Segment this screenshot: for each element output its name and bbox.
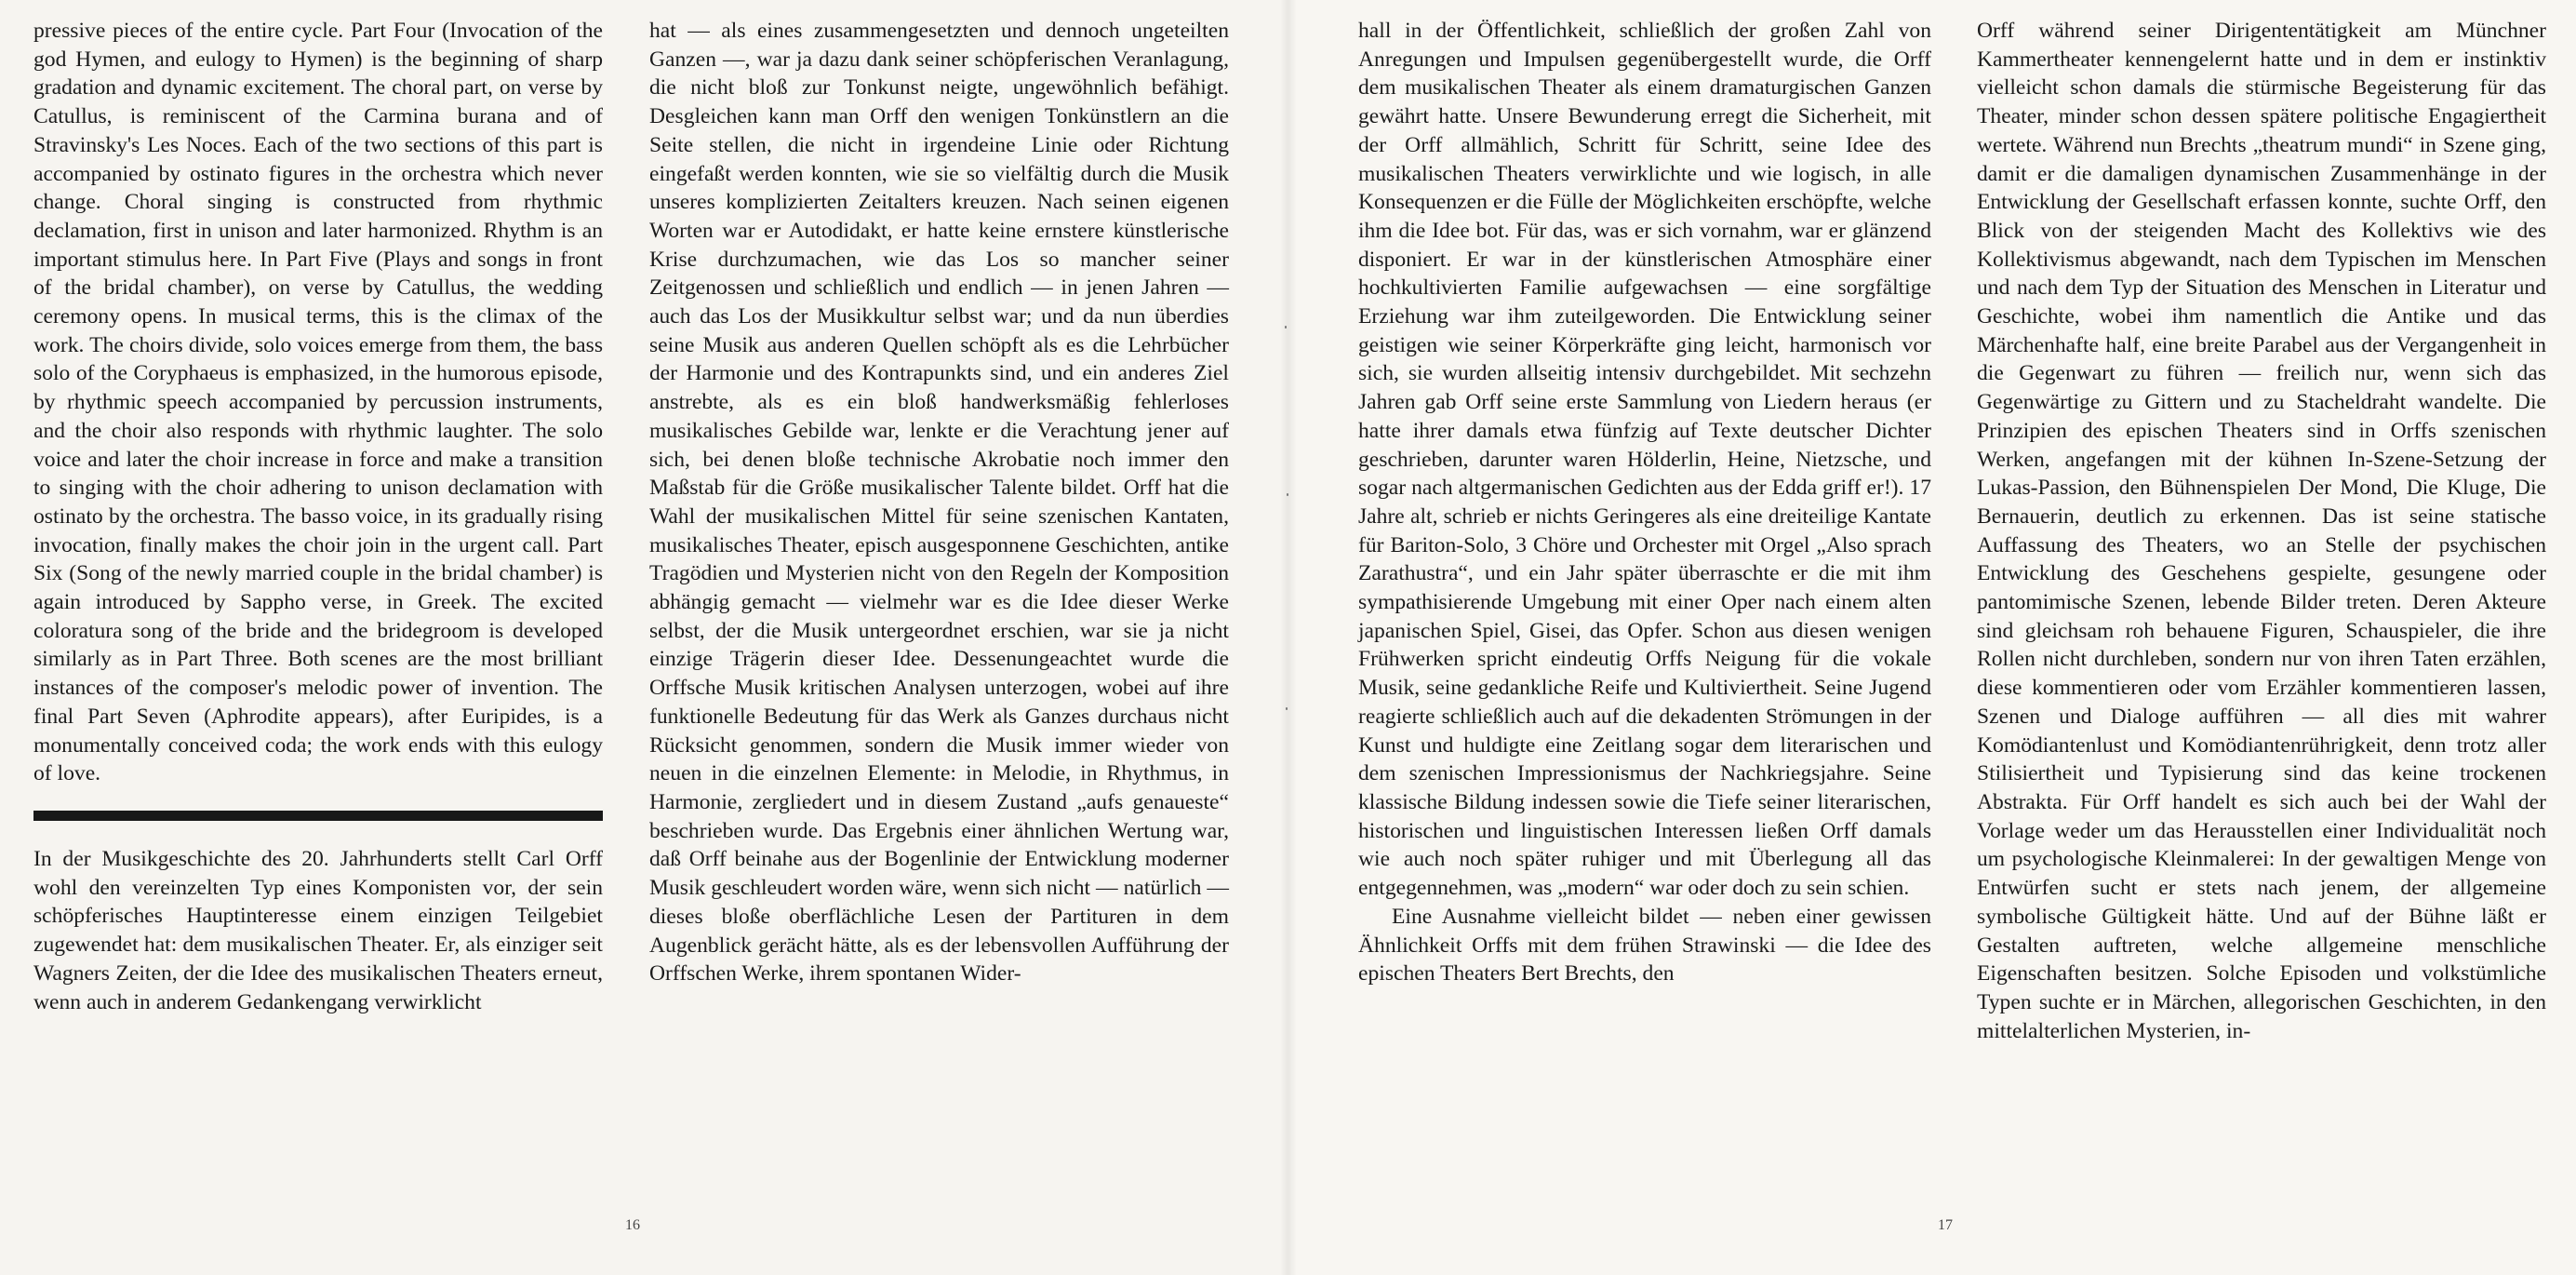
page-number-right: 17 (1938, 1217, 1953, 1233)
german-intro-paragraph: In der Musikgeschichte des 20. Jahrhunderts stellt Carl Orff wohl den vereinzelten Typ eines Komponisten vor, der sein schöpferisches Hauptinteresse einem einzigen Teilgebiet zugewendet hat: dem musikalischen Theater. Er, als einziger seit Wagners Zeiten, der die Idee des musikalischen Theaters erneut, wenn auch in anderem Gedankengang verwirklicht (33, 846, 603, 1014)
paper-specks (1284, 316, 1291, 782)
section-divider (33, 811, 603, 821)
column-english (33, 17, 603, 1016)
german-paragraph: Eine Ausnahme vielleicht bildet — neben einer gewissen Ähnlichkeit Orffs mit dem frühen Strawinski — die Idee des epischen Theaters Bert Brechts, den (1358, 904, 1931, 986)
german-paragraph: hat — als eines zusammengesetzten und dennoch ungeteilten Ganzen —, war ja dazu dank seiner schöpferischen Veranlagung, die nicht bloß zur Tonkunst neigte, ungewöhnlich befähigt. Desgleichen kann man Orff den wenigen Tonkünstlern an die Seite stellen, die nicht in irgendeine Linie oder Richtung eingefaßt werden konnten, wie sie so vielfältig durch die Musik unseres komplizierten Zeitalters kreuzen. Nach seinen eigenen Worten war er Autodidakt, er hatte keine ernstere künstlerische Krise durchzumachen, wie das Los so mancher seiner Zeitgenossen und schließlich und endlich — in jenen Jahren — auch das Los der Musikkultur selbst war; und da nun überdies seine Musik aus anderen Quellen schöpft als es die Lehrbücher der Harmonie und des Kontrapunkts sind, und ein anderes Ziel anstrebte, als es ein bloß handwerksmäßig fehlerloses musikalisches Gebilde war, lenkte er die Verachtung jener auf sich, bei denen bloße technische Akrobatie noch immer den Maßstab für die Größe musikalischer Talente bildet. Orff hat die Wahl der musikalischen Mittel für seine szenischen Kantaten, musikalisches Theater, episch ausgesponnene Geschichten, antike Tragödien und Mysterien nicht von den Regeln der Komposition abhängig gemacht — vielmehr war es die Idee dieser Werke selbst, der die Musik untergeordnet erschien, war sie ja nicht einzige Trägerin dieser Idee. Dessenungeachtet wurde die Orffsche Musik kritischen Analysen unterzogen, wobei auf ihre funktionelle Bedeutung für das Werk als Ganzes durchaus nicht Rücksicht genommen, sondern die Musik immer wieder von neuen in die einzelnen Elemente: in Melodie, in Rhythmus, in Harmonie, zergliedert und in diesem Zustand „aufs genaueste“ beschrieben wurde. Das Ergebnis einer ähnlichen Wertung war, daß Orff beinahe aus der Bogenlinie der Entwicklung moderner Musik geschleudert worden wäre, wenn sich nicht — natürlich — dieses bloße oberflächliche Lesen der Partituren in dem Augenblick gerächt hätte, als es der lebensvollen Aufführung der Orffschen Werke, ihrem spontanen Wider- (649, 19, 1229, 986)
german-paragraph: hall in der Öffentlichkeit, schließlich der großen Zahl von Anregungen und Impulsen gegenübergestellt wurde, die Orff dem musikalischen Theater als einem dramaturgischen Ganzen gewährt hatte. Unsere Bewunderung erregt die Sicherheit, mit der Orff allmählich, Schritt für Schritt, seine Idee des musikalischen Theaters verwirklichte und wie logisch, in alle Konsequenzen er die Fülle der Möglichkeiten erschöpfte, welche ihm die Idee bot. Für das, was er sich vornahm, war er glänzend disponiert. Er war in der künstlerischen Atmosphäre einer hochkultivierten Familie aufgewachsen — eine sorgfältige Erziehung war ihm zuteilgeworden. Die Entwicklung seiner geistigen wie seiner Körperkräfte ging leicht, harmonisch vor sich, sie wurden allseitig intensiv durchgebildet. Mit sechzehn Jahren gab Orff seine erste Sammlung von Liedern heraus (er hatte ihrer damals etwa fünfzig auf Texte deutscher Dichter geschrieben, darunter waren Hölderlin, Heine, Nietzsche, und sogar nach altgermanischen Gedichten aus der Edda griff er!). 17 Jahre alt, schrieb er nichts Geringeres als eine dreiteilige Kantate für Bariton-Solo, 3 Chöre und Orchester mit Orgel „Also sprach Zarathustra“, und ein Jahr später überraschte er die mit ihm sympathisierende Umgebung mit einer Oper nach einem alten japanischen Spiel, Gisei, das Opfer. Schon aus diesen wenigen Frühwerken spricht eindeutig Orffs Neigung für die vokale Musik, seine gedankliche Reife und Kultiviertheit. Seine Jugend reagierte schließlich auch auf die dekadenten Strömungen in der Kunst und huldigte eine Zeitlang sogar dem literarischen und dem szenischen Impressionismus der Nachkriegsjahre. Seine klassische Bildung indessen sowie die Tiefe seiner literarischen, historischen und linguistischen Interessen ließen Orff damals wie auch noch später ruhiger und mit Überlegung all das entgegennehmen, was „modern“ war oder doch zu sein schien. (1358, 19, 1931, 901)
column-german-1 (649, 17, 1229, 988)
column-german-3 (1977, 17, 2546, 1045)
english-paragraph: pressive pieces of the entire cycle. Part Four (Invocation of the god Hymen, and eulogy to Hymen) is the beginning of sharp gradation and dynamic excitement. The choral part, on verse by Catullus, is reminiscent of the Carmina burana and of Stravinsky's Les Noces. Each of the two sections of this part is accompanied by ostinato figures in the orchestra which never change. Choral singing is constructed from rhythmic declamation, first in unison and later harmonized. Rhythm is an important stimulus here. In Part Five (Plays and songs in front of the bridal chamber), on verse by Catullus, the wedding ceremony opens. In musical terms, this is the climax of the work. The choirs divide, solo voices emerge from them, the bass solo of the Coryphaeus is emphasized, in the humorous episode, by rhythmic speech accompanied by percussion instruments, and the choir also responds with rhythmic laughter. The solo voice and later the choir increase in force and make a transition to singing with the choir adhering to unison declamation with ostinato by the orchestra. The basso voice, in its gradually rising invocation, finally makes the choir join in the urgent call. Part Six (Song of the newly married couple in the bridal chamber) is again introduced by Sappho verse, in Greek. The excited coloratura song of the bride and the bridegroom is developed similarly as in Part Three. Both scenes are the most brilliant instances of the composer's melodic power of invention. The final Part Seven (Aphrodite appears), after Euripides, is a monumentally conceived coda; the work ends with this eulogy of love. (33, 19, 603, 786)
german-paragraph: Orff während seiner Dirigententätigkeit am Münchner Kammertheater kennengelernt hatte und in dem er instinktiv vielleicht schon damals die stürmische Begeisterung für das Theater, minder schon dessen spätere politische Engagiertheit wertete. Während nun Brechts „theatrum mundi“ in Szene ging, damit er die damaligen dynamischen Zusammenhänge in der Entwicklung der Gesellschaft erfassen konnte, suchte Orff, den Blick von der steigenden Macht des Kollektivs wie des Kollektivismus abgewandt, nach dem Typischen im Menschen und nach dem Typ der Situation des Menschen in Literatur und Geschichte, wobei ihm namentlich die Antike und das Märchenhafte half, eine breite Parabel aus der Vergangenheit in die Gegenwart zu führen — freilich nur, wenn sich das Gegenwärtige zu Gittern und zu Stacheldraht wandelte. Die Prinzipien des epischen Theaters sind in Orffs szenischen Werken, angefangen mit der kühnen In-Szene-Setzung der Lukas-Passion, den Bühnenspielen Der Mond, Die Kluge, Die Bernauerin, deutlich zu erkennen. Das ist seine statische Auffassung des Theaters, wo an Stelle der psychischen Entwicklung des Geschehens gespielte, gesungene oder pantomimische Szenen, lebende Bilder treten. Deren Akteure sind gleichsam roh behauene Figuren, Schauspieler, die ihre Rollen nicht durchleben, sondern nur von ihren Taten erzählen, diese kommentieren oder vom Erzähler kommentieren lassen, Szenen und Dialoge aufführen — all dies mit wahrer Komödiantenlust und Komödiantenrührigkeit, denn trotz aller Stilisiertheit und Typisierung sind das keine trockenen Abstrakta. Für Orff handelt es sich auch bei der Wahl der Vorlage weder um das Herausstellen einer Individualität noch um psychologische Kleinmalerei: In der gewaltigen Menge von Entwürfen sucht er stets nach jenem, der allgemeine symbolische Gültigkeit hätte. Und auf der Bühne läßt er Gestalten auftreten, welche allgemeine menschliche Eigenschaften besitzen. Solche Episoden und volkstümliche Typen suchte er in Märchen, allegorischen Geschichten, in den mittelalterlichen Mysterien, in- (1977, 19, 2546, 1043)
page-number-left: 16 (625, 1217, 640, 1233)
right-page (1288, 0, 2576, 1275)
column-german-2 (1358, 17, 1931, 988)
